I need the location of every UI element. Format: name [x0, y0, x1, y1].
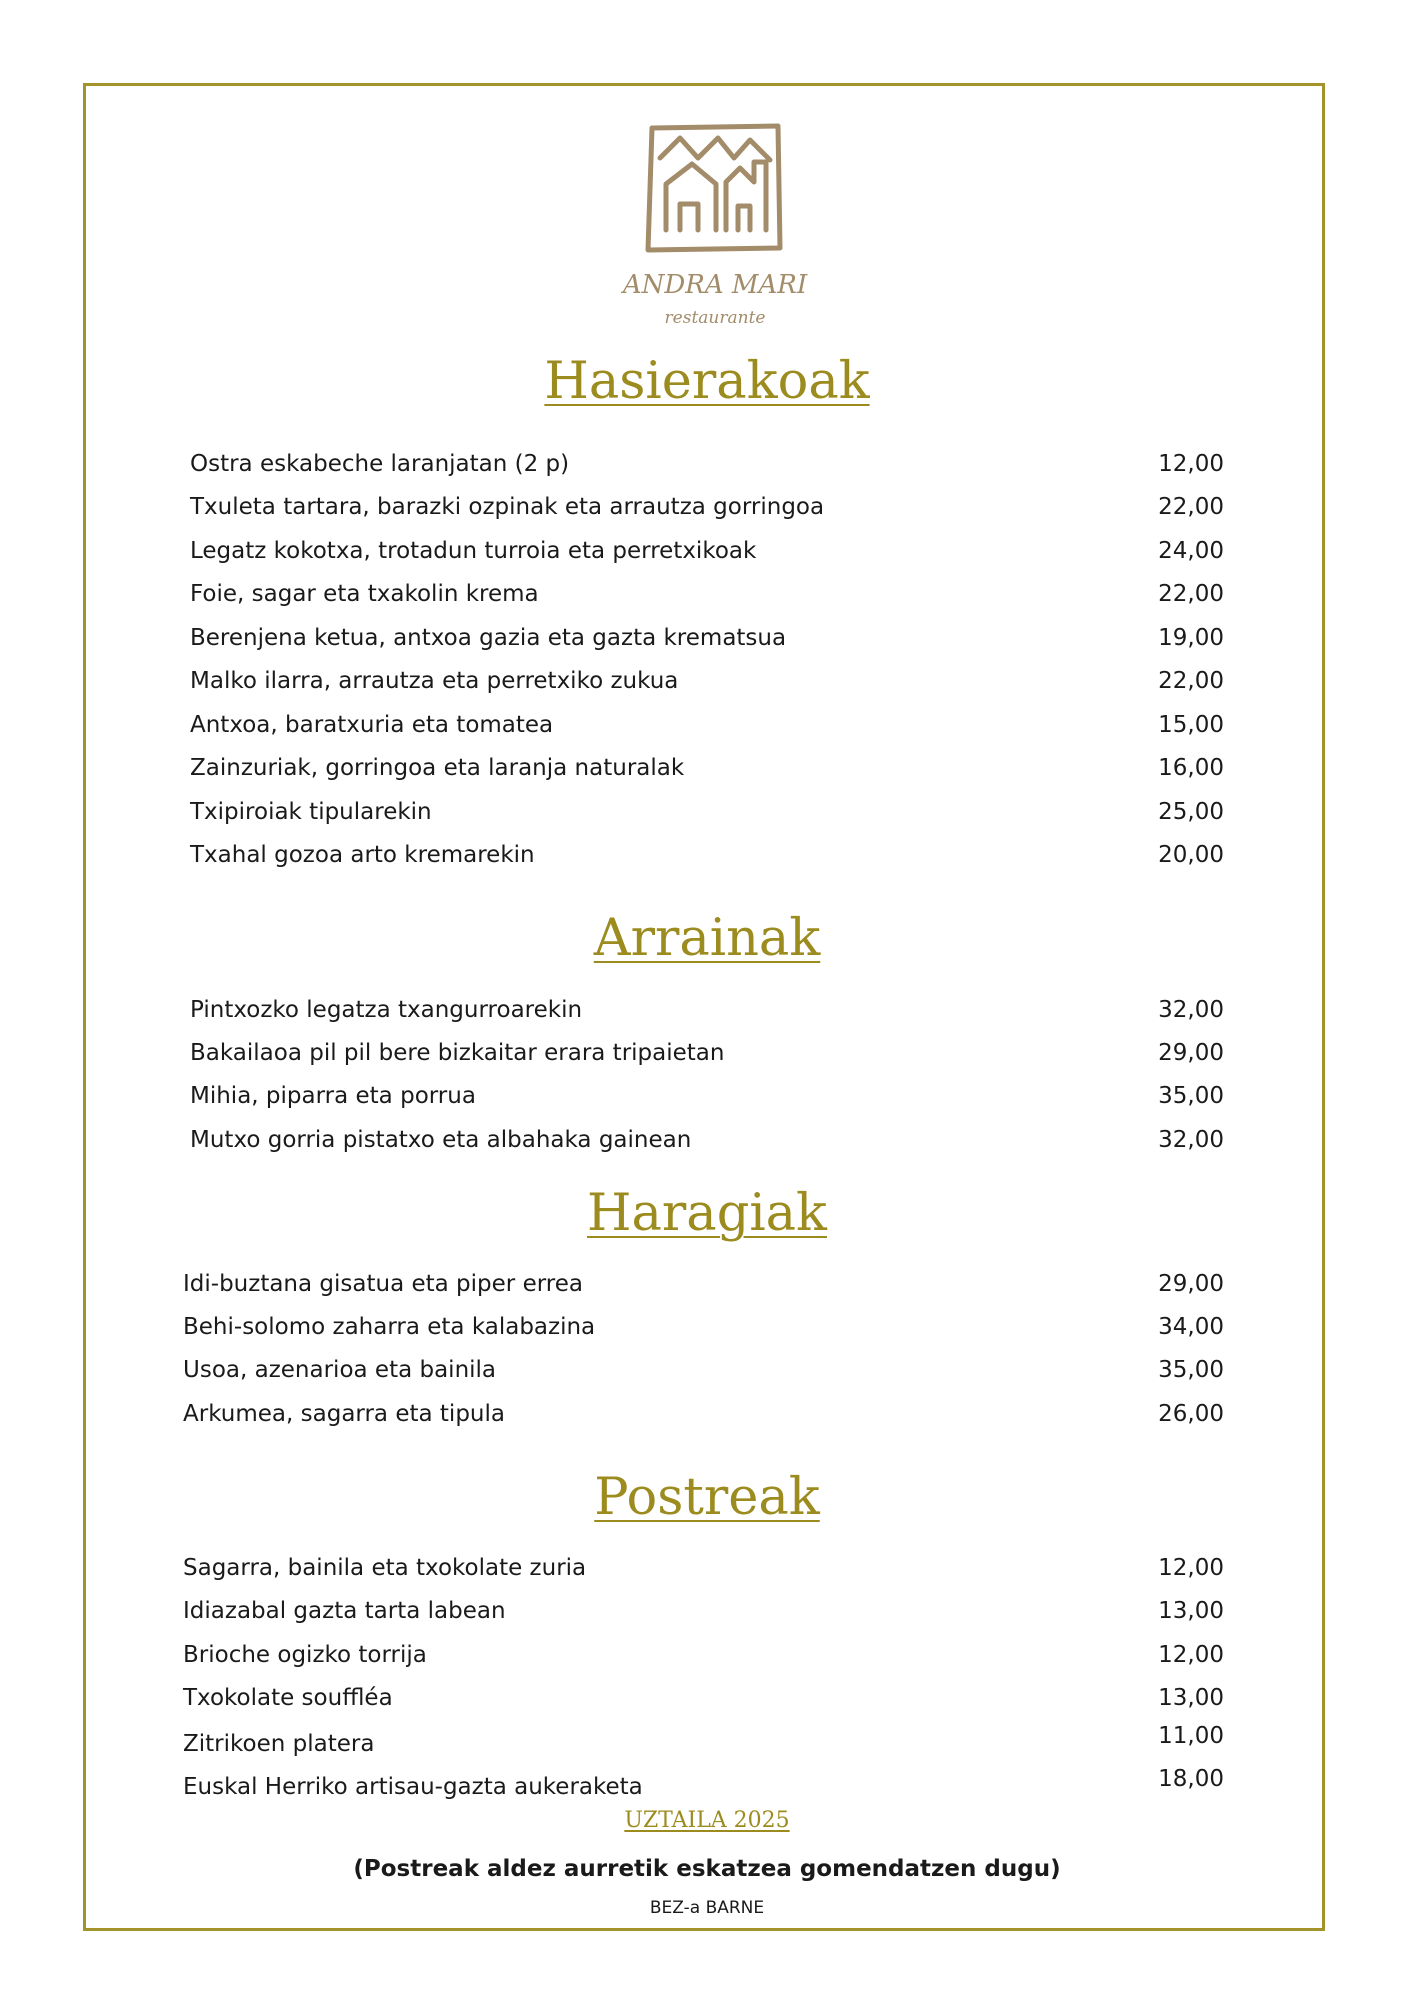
item-price: 26,00	[1158, 1401, 1224, 1427]
item-price: 15,00	[1158, 712, 1224, 738]
item-price: 20,00	[1158, 842, 1224, 868]
item-name: Usoa, azenarioa eta bainila	[183, 1357, 497, 1383]
menu-item	[183, 1725, 1224, 1755]
menu-item	[190, 579, 1224, 609]
item-name: Ostra eskabeche laranjatan (2 p)	[190, 451, 570, 477]
menu-item	[190, 797, 1224, 827]
menu-item	[190, 449, 1224, 479]
item-name: Sagarra, bainila eta txokolate zuria	[183, 1555, 587, 1581]
menu-item	[183, 1768, 1224, 1798]
item-price: 35,00	[1158, 1083, 1224, 1109]
item-name: Txuleta tartara, barazki ozpinak eta arrautza gorringoa	[190, 494, 825, 520]
item-name: Zainzuriak, gorringoa eta laranja naturalak	[190, 755, 685, 781]
item-price: 24,00	[1158, 538, 1224, 564]
item-name: Txokolate souffléa	[183, 1685, 393, 1711]
menu-item	[183, 1312, 1224, 1342]
item-name: Legatz kokotxa, trotadun turroia eta perretxikoak	[190, 538, 757, 564]
item-name: Mutxo gorria pistatxo eta albahaka gainean	[190, 1127, 692, 1153]
item-price: 18,00	[1158, 1766, 1224, 1792]
menu-date: UZTAILA 2025	[624, 1808, 790, 1833]
item-price: 35,00	[1158, 1357, 1224, 1383]
item-price: 22,00	[1158, 668, 1224, 694]
item-price: 12,00	[1158, 1555, 1224, 1581]
section-title-haragiak: Haragiak	[587, 1184, 827, 1243]
logo-subtitle: restaurante	[664, 308, 766, 328]
section-title-hasierakoak: Hasierakoak	[544, 352, 870, 411]
item-name: Malko ilarra, arrautza eta perretxiko zukua	[190, 668, 679, 694]
restaurant-logo	[600, 118, 830, 338]
item-price: 32,00	[1158, 1127, 1224, 1153]
menu-item	[183, 1596, 1224, 1626]
menu-item	[190, 840, 1224, 870]
item-price: 22,00	[1158, 494, 1224, 520]
menu-item	[190, 710, 1224, 740]
logo-wordmark: ANDRA MARI	[622, 270, 808, 300]
item-name: Antxoa, baratxuria eta tomatea	[190, 712, 554, 738]
item-price: 29,00	[1158, 1040, 1224, 1066]
item-price: 16,00	[1158, 755, 1224, 781]
menu-item	[190, 492, 1224, 522]
item-price: 13,00	[1158, 1685, 1224, 1711]
item-name: Brioche ogizko torrija	[183, 1642, 427, 1668]
item-name: Arkumea, sagarra eta tipula	[183, 1401, 505, 1427]
item-name: Mihia, piparra eta porrua	[190, 1083, 476, 1109]
dessert-note: (Postreak aldez aurretik eskatzea gomendatzen dugu)	[353, 1856, 1061, 1882]
item-price: 29,00	[1158, 1271, 1224, 1297]
item-name: Zitrikoen platera	[183, 1731, 375, 1757]
item-name: Foie, sagar eta txakolin krema	[190, 581, 539, 607]
item-name: Behi-solomo zaharra eta kalabazina	[183, 1314, 596, 1340]
menu-item	[190, 623, 1224, 653]
section-title-postreak: Postreak	[594, 1468, 820, 1527]
menu-item	[183, 1399, 1224, 1429]
menu-item	[190, 536, 1224, 566]
menu-item	[190, 1081, 1224, 1111]
menu-item	[183, 1640, 1224, 1670]
item-price: 12,00	[1158, 1642, 1224, 1668]
item-price: 34,00	[1158, 1314, 1224, 1340]
item-price: 12,00	[1158, 451, 1224, 477]
item-price: 19,00	[1158, 625, 1224, 651]
menu-item	[183, 1553, 1224, 1583]
menu-item	[190, 753, 1224, 783]
menu-item	[190, 666, 1224, 696]
menu-item	[190, 995, 1224, 1025]
item-name: Pintxozko legatza txangurroarekin	[190, 997, 583, 1023]
item-price: 13,00	[1158, 1598, 1224, 1624]
item-name: Idi-buztana gisatua eta piper errea	[183, 1271, 583, 1297]
item-price: 22,00	[1158, 581, 1224, 607]
item-name: Euskal Herriko artisau-gazta aukeraketa	[183, 1774, 643, 1800]
menu-item	[190, 1125, 1224, 1155]
item-name: Txipiroiak tipularekin	[190, 799, 432, 825]
item-price: 25,00	[1158, 799, 1224, 825]
menu-item	[183, 1269, 1224, 1299]
item-name: Idiazabal gazta tarta labean	[183, 1598, 506, 1624]
section-title-arrainak: Arrainak	[593, 909, 821, 968]
menu-item	[183, 1683, 1224, 1713]
menu-item	[183, 1355, 1224, 1385]
menu-item	[190, 1038, 1224, 1068]
item-price: 11,00	[1158, 1723, 1224, 1749]
item-name: Txahal gozoa arto kremarekin	[190, 842, 535, 868]
item-price: 32,00	[1158, 997, 1224, 1023]
item-name: Bakailaoa pil pil bere bizkaitar erara tripaietan	[190, 1040, 725, 1066]
item-name: Berenjena ketua, antxoa gazia eta gazta krematsua	[190, 625, 787, 651]
vat-note: BEZ-a BARNE	[649, 1898, 765, 1918]
